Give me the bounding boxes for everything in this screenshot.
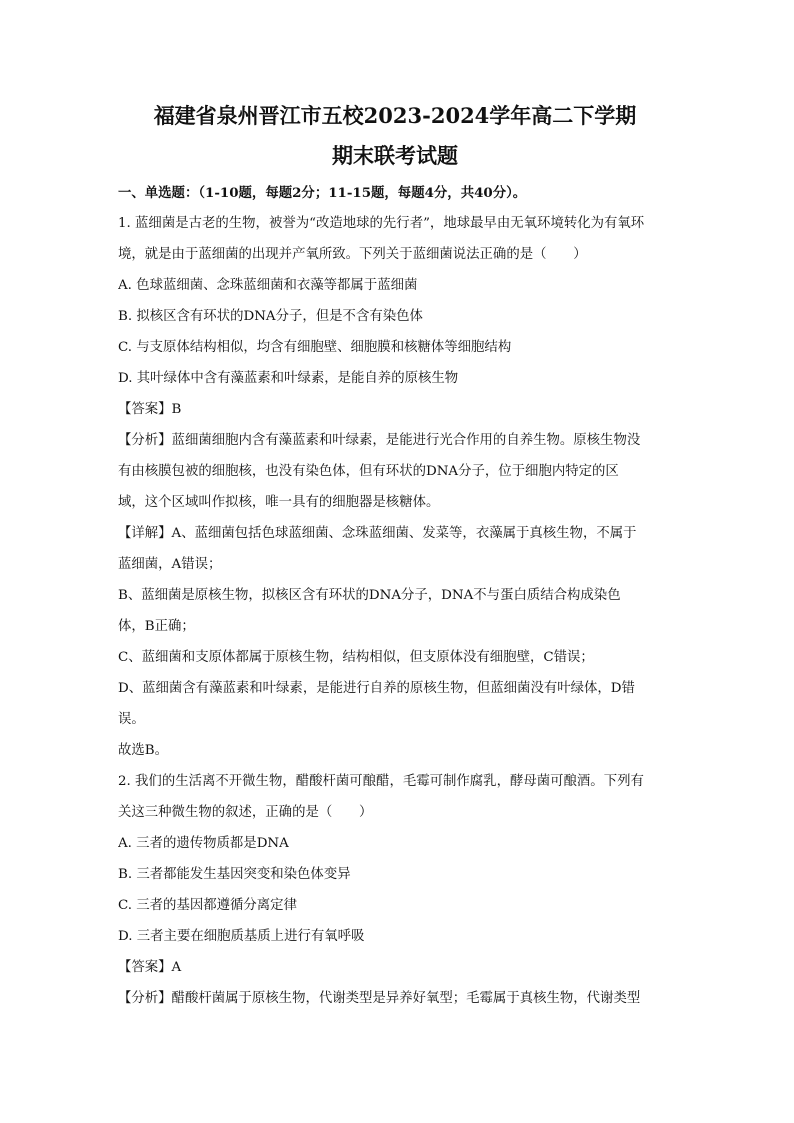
question-2: [118, 766, 672, 1014]
q2-stem-line-2: 关这三种微生物的叙述，正确的是（ ）: [118, 805, 373, 820]
q1-detail-line-6: D、蓝细菌含有藻蓝素和叶绿素，是能进行自养的原核生物，但蓝细菌没有叶绿体，D错: [118, 681, 635, 696]
q1-option-d: D. 其叶绿体中含有藻蓝素和叶绿素，是能自养的原核生物: [118, 371, 459, 386]
q1-detail-line-1: 【详解】A、蓝细菌包括色球蓝细菌、念珠蓝细菌、发菜等，衣藻属于真核生物，不属于: [118, 526, 637, 541]
q2-analysis-line-1: 【分析】醋酸杆菌属于原核生物，代谢类型是异养好氧型；毛霉属于真核生物，代谢类型: [118, 991, 641, 1006]
q1-detail-line-2: 蓝细菌，A错误；: [118, 557, 222, 572]
q1-option-a: A. 色球蓝细菌、念珠蓝细菌和衣藻等都属于蓝细菌: [118, 278, 418, 293]
q1-answer: 【答案】B: [118, 402, 182, 417]
q1-stem-line-2: 境，就是由于蓝细菌的出现并产氧所致。下列关于蓝细菌说法正确的是（ ）: [118, 247, 587, 262]
q1-detail-line-3: B、蓝细菌是原核生物，拟核区含有环状的DNA分子，DNA不与蛋白质结合构成染色: [118, 588, 621, 603]
q1-stem-line-1: 1. 蓝细菌是古老的生物，被誉为“改造地球的先行者”，地球最早由无氧环境转化为有氧环: [118, 216, 645, 231]
q1-analysis-line-3: 域，这个区域叫作拟核，唯一具有的细胞器是核糖体。: [118, 495, 440, 510]
document-title-line-1: 福建省泉州晋江市五校2023-2024学年高二下学期: [153, 103, 637, 128]
q2-answer: 【答案】A: [118, 960, 182, 975]
q1-conclusion: 故选B。: [118, 743, 169, 758]
q2-option-a: A. 三者的遗传物质都是DNA: [118, 836, 289, 851]
q1-analysis-line-2: 有由核膜包被的细胞核，也没有染色体，但有环状的DNA分子，位于细胞内特定的区: [118, 464, 619, 479]
q2-stem-line-1: 2. 我们的生活离不开微生物，醋酸杆菌可酿醋，毛霉可制作腐乳，酵母菌可酿酒。下列有: [118, 774, 644, 789]
document-title-line-2: 期末联考试题: [332, 143, 458, 168]
q1-option-c: C. 与支原体结构相似，均含有细胞壁、细胞膜和核糖体等细胞结构: [118, 340, 512, 355]
q1-detail-line-4: 体，B正确；: [118, 619, 195, 634]
q2-option-d: D. 三者主要在细胞质基质上进行有氧呼吸: [118, 929, 365, 944]
q2-option-c: C. 三者的基因都遵循分离定律: [118, 898, 297, 913]
q2-option-b: B. 三者都能发生基因突变和染色体变异: [118, 867, 351, 882]
q1-detail-line-7: 误。: [118, 712, 145, 727]
q1-analysis-line-1: 【分析】蓝细菌细胞内含有藻蓝素和叶绿素，是能进行光合作用的自养生物。原核生物没: [118, 433, 641, 448]
question-1: [118, 208, 672, 766]
section-header: 一、单选题：（1-10题，每题2分；11-15题，每题4分，共40分）。: [118, 185, 527, 201]
q1-detail-line-5: C、蓝细菌和支原体都属于原核生物，结构相似，但支原体没有细胞壁，C错误；: [118, 650, 594, 665]
q1-option-b: B. 拟核区含有环状的DNA分子，但是不含有染色体: [118, 309, 423, 324]
